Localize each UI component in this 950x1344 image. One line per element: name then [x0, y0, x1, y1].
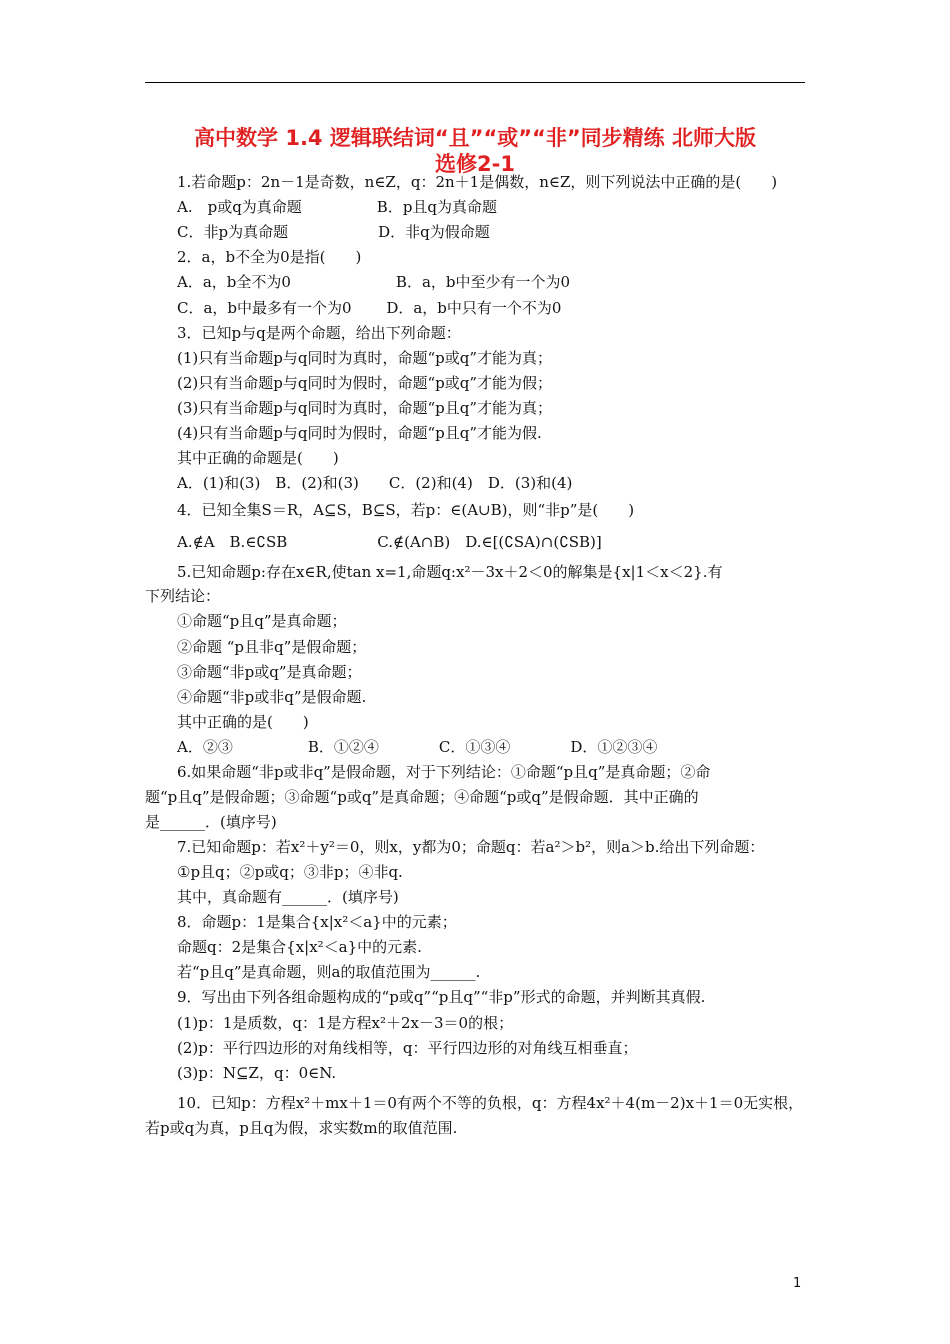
page-number: 1	[793, 1276, 802, 1291]
text-line: 若“p且q”是真命题，则a的取值范围为______.	[177, 963, 481, 981]
text-line: 其中，真命题有______．(填序号)	[177, 888, 399, 906]
text-line: 10．已知p：方程x²＋mx＋1＝0有两个不等的负根，q：方程4x²＋4(m－2)x＋1＝0无实根，	[177, 1094, 804, 1112]
text-line: 7.已知命题p：若x²＋y²＝0，则x，y都为0；命题q：若a²＞b²，则a＞b.给出下列命题：	[177, 838, 765, 856]
text-line: ④命题“非p或非q”是假命题.	[177, 688, 367, 706]
text-line: (1)只有当命题p与q同时为真时，命题“p或q”才能为真；	[177, 349, 552, 367]
text-line: A. p或q为真命题 B．p且q为真命题	[177, 198, 498, 216]
text-line: C．非p为真命题 D．非q为假命题	[177, 223, 490, 241]
text-line: 若p或q为真，p且q为假，求实数m的取值范围.	[145, 1119, 458, 1137]
text-line: (2)p：平行四边形的对角线相等，q：平行四边形的对角线互相垂直；	[177, 1039, 638, 1057]
text-line: 5.已知命题p:存在x∈R,使tan x=1,命题q:x²－3x＋2＜0的解集是{x|1＜x＜2}.有	[177, 563, 723, 581]
text-line: 2．a，b不全为0是指( )	[177, 248, 362, 266]
text-line: A．a，b全不为0 B．a，b中至少有一个为0	[177, 273, 571, 291]
text-line: 3．已知p与q是两个命题，给出下列命题：	[177, 324, 461, 342]
text-line: 下列结论：	[145, 587, 221, 605]
text-line: A.∉A B.∈∁SB C.∉(A∩B) D.∈[(∁SA)∩(∁SB)]	[177, 533, 602, 551]
text-line: (3)p：N⊆Z，q：0∈N.	[177, 1064, 337, 1082]
text-line: (1)p：1是质数，q：1是方程x²＋2x－3＝0的根；	[177, 1014, 514, 1032]
text-line: 题“p且q”是假命题；③命题“p或q”是真命题；④命题“p或q”是假命题．其中正确的	[145, 788, 699, 806]
text-line: 8．命题p：1是集合{x|x²＜a}中的元素；	[177, 913, 457, 931]
text-line: 命题q：2是集合{x|x²＜a}中的元素.	[177, 938, 422, 956]
text-line: C．a，b中最多有一个为0 D．a，b中只有一个不为0	[177, 299, 562, 317]
text-line: (3)只有当命题p与q同时为真时，命题“p且q”才能为真；	[177, 399, 552, 417]
text-line: ①命题“p且q”是真命题；	[177, 612, 347, 630]
text-line: ③命题“非p或q”是真命题；	[177, 663, 362, 681]
page-title: 高中数学 1.4 逻辑联结词“且”“或”“非”同步精练 北师大版	[194, 126, 756, 150]
text-line: A．(1)和(3) B．(2)和(3) C．(2)和(4) D．(3)和(4)	[177, 474, 573, 492]
text-line: ②命题 “p且非q”是假命题；	[177, 638, 367, 656]
text-line: A．②③ B．①②④ C．①③④ D．①②③④	[177, 738, 658, 756]
text-line: 1.若命题p：2n－1是奇数，n∈Z，q：2n＋1是偶数，n∈Z，则下列说法中正确的是( )	[177, 173, 778, 191]
header-rule	[145, 82, 805, 83]
text-line: (2)只有当命题p与q同时为假时，命题“p或q”才能为假；	[177, 374, 552, 392]
text-line: 9．写出由下列各组命题构成的“p或q”“p且q”“非p”形式的命题，并判断其真假.	[177, 988, 706, 1006]
text-line: 其中正确的命题是( )	[177, 449, 339, 467]
text-line: 其中正确的是( )	[177, 713, 309, 731]
page-subtitle: 选修2-1	[435, 152, 515, 176]
text-line: (4)只有当命题p与q同时为假时，命题“p且q”才能为假.	[177, 424, 542, 442]
text-line: 6.如果命题“非p或非q”是假命题，对于下列结论：①命题“p且q”是真命题；②命	[177, 763, 711, 781]
text-line: 4．已知全集S＝R，A⊆S，B⊆S，若p：∈(A∪B)，则“非p”是( )	[177, 501, 635, 519]
text-line: 是______．(填序号)	[145, 813, 277, 831]
text-line: ①p且q；②p或q；③非p；④非q.	[177, 863, 403, 881]
